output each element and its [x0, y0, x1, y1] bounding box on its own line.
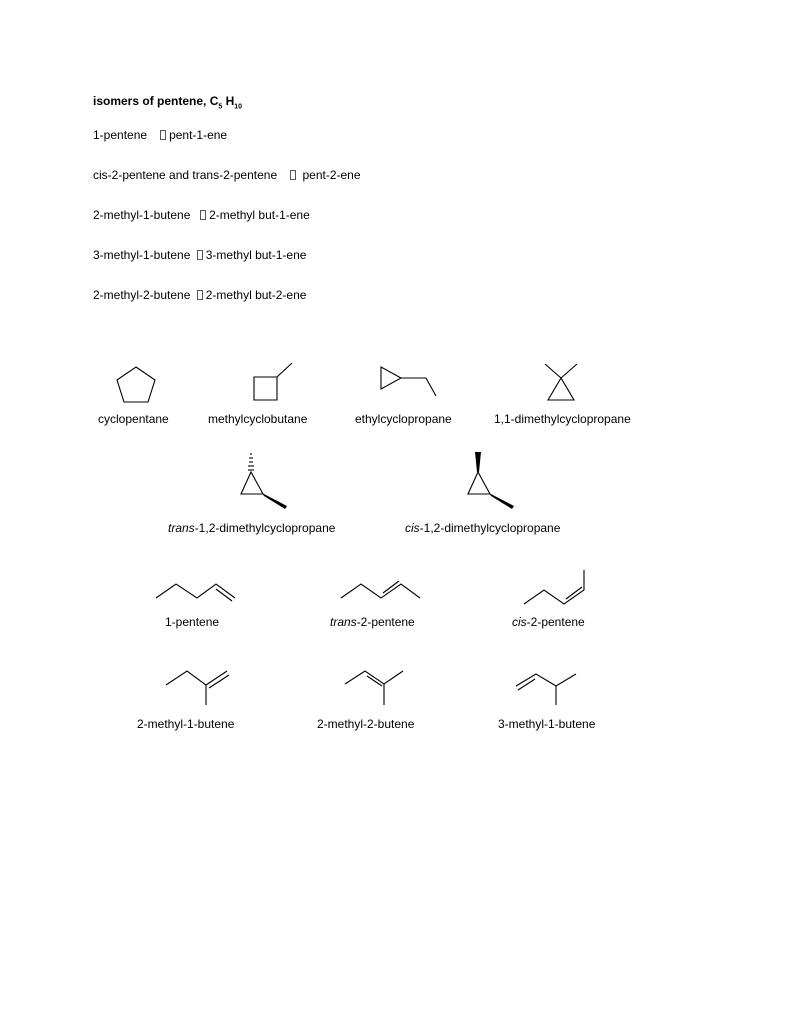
cyclopentane-structure — [117, 367, 155, 402]
label-2-methyl-1-butene: 2-methyl-1-butene — [137, 717, 235, 731]
wedge-bond — [489, 493, 514, 509]
2-methyl-2-butene-structure — [345, 671, 403, 705]
cis-12-dimethylcyclopropane-structure — [468, 472, 490, 494]
label-trans-12: trans-1,2-dimethylcyclopropane — [168, 521, 336, 535]
trans-12-dimethylcyclopropane-structure — [241, 454, 263, 494]
label-cis-2-pentene: cis-2-pentene — [512, 615, 585, 629]
label-1-pentene: 1-pentene — [165, 615, 220, 629]
label-trans-2-pentene: trans-2-pentene — [330, 615, 415, 629]
label-2-methyl-2-butene: 2-methyl-2-butene — [317, 717, 415, 731]
label-cyclopentane: cyclopentane — [98, 412, 169, 426]
ethylcyclopropane-structure — [381, 367, 436, 396]
label-3-methyl-1-butene: 3-methyl-1-butene — [498, 717, 596, 731]
page-title: isomers of pentene, $C_5$ $H_{10}$ — [93, 94, 243, 111]
wedge-bond — [475, 452, 481, 472]
label-cis-12: cis-1,2-dimethylcyclopropane — [405, 521, 561, 535]
iupac-name: pent-2-ene — [302, 168, 361, 182]
cis-2-pentene-structure — [524, 570, 584, 604]
iupac-name: 3-methyl but-1-ene — [205, 248, 307, 262]
common-name: 2-methyl-1-butene — [93, 208, 191, 222]
arrow-icon — [290, 170, 296, 180]
name-row-1 — [93, 128, 227, 142]
methylcyclobutane-structure — [254, 363, 292, 400]
common-name: 3-methyl-1-butene — [93, 248, 191, 262]
common-name: 1-pentene — [93, 128, 148, 142]
label-methylcyclobutane: methylcyclobutane — [208, 412, 308, 426]
1-pentene-structure — [156, 584, 235, 601]
iupac-name: 2-methyl but-2-ene — [205, 288, 307, 302]
wedge-bond — [262, 493, 287, 509]
name-row-5 — [93, 288, 306, 302]
arrow-icon — [160, 130, 166, 140]
arrow-icon — [197, 250, 203, 260]
trans-2-pentene-structure — [341, 581, 420, 598]
name-row-2 — [93, 168, 361, 182]
3-methyl-1-butene-structure — [516, 674, 576, 705]
iupac-name: pent-1-ene — [169, 128, 228, 142]
dimethylcyclopropane-11-structure — [545, 364, 577, 400]
common-name: cis-2-pentene and trans-2-pentene — [93, 168, 278, 182]
arrow-icon — [197, 290, 203, 300]
common-name: 2-methyl-2-butene — [93, 288, 191, 302]
label-11-dimethylcyclopropane: 1,1-dimethylcyclopropane — [494, 412, 631, 426]
arrow-icon — [200, 210, 206, 220]
structures-figure — [0, 330, 791, 750]
name-row-4 — [93, 248, 306, 262]
2-methyl-1-butene-structure — [166, 671, 229, 705]
label-ethylcyclopropane: ethylcyclopropane — [355, 412, 452, 426]
name-row-3 — [93, 208, 310, 222]
iupac-name: 2-methyl but-1-ene — [209, 208, 310, 222]
